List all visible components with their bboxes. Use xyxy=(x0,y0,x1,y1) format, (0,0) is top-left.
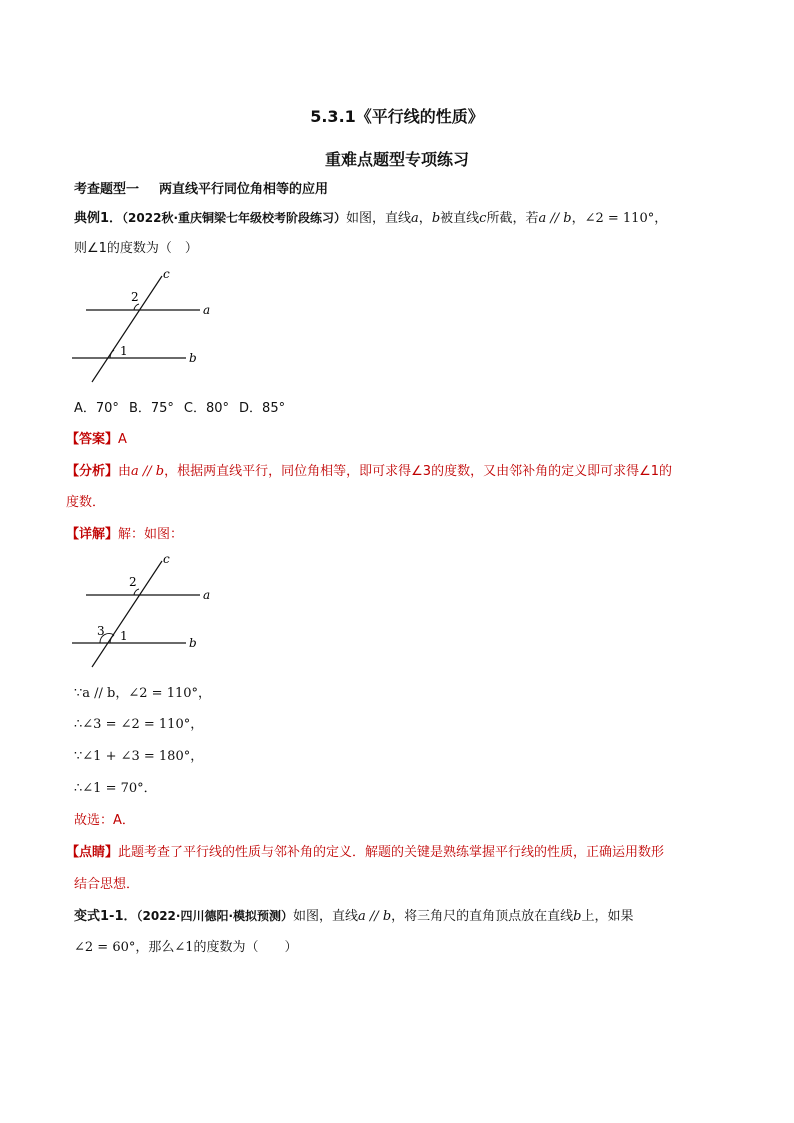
solution-step2: ∴∠3 = ∠2 = 110°， xyxy=(74,717,204,732)
var-c: c xyxy=(479,211,487,226)
section-heading xyxy=(74,181,328,199)
label-angle2: 2 xyxy=(129,575,137,589)
example1-source: （2022秋·重庆铜梁七年级校考阶段练习） xyxy=(122,211,347,225)
comment-line xyxy=(66,844,664,862)
variant-parallel: a // b xyxy=(358,909,392,924)
variant-text-a: 如图，直线 xyxy=(293,909,359,924)
analysis-text-pre: 由 xyxy=(118,464,132,479)
label-a: a xyxy=(203,303,211,317)
label-b: b xyxy=(189,351,197,365)
comment-line2: 结合思想． xyxy=(74,877,140,892)
variant-label: 变式1-1． xyxy=(74,909,137,924)
detail-text: 解：如图： xyxy=(118,527,184,542)
angle2-arc xyxy=(134,304,139,310)
solution-step3: ∵∠1 + ∠3 = 180°， xyxy=(74,749,204,764)
variant-question xyxy=(74,907,634,926)
example1-question-line2: 则∠1的度数为（ ） xyxy=(74,241,198,256)
angle1-arc xyxy=(110,350,114,358)
example1-question: 典例1．（2022秋·重庆铜梁七年级校考阶段练习）如图，直线a，b被直线c所截，若a // b，∠2 = 110°， xyxy=(74,211,668,226)
label-a: a xyxy=(203,588,211,602)
angle2-arc xyxy=(134,589,139,595)
analysis-line xyxy=(66,463,672,481)
analysis-parallel: a // b xyxy=(131,464,165,479)
analysis-tag: 【分析】 xyxy=(66,464,119,479)
page-subtitle: 重难点题型专项练习 xyxy=(324,150,469,169)
section-heading-label: 考查题型一 xyxy=(74,182,140,197)
analysis-line2: 度数． xyxy=(66,495,106,510)
answer-line xyxy=(66,431,127,449)
option-b: B．75° xyxy=(128,401,174,416)
var-a: a xyxy=(411,211,419,226)
figure2-parallel-lines xyxy=(70,553,220,671)
variant-source: （2022·四川德阳·模拟预测） xyxy=(136,909,294,923)
section-heading-topic: 两直线平行同位角相等的应用 xyxy=(159,182,329,197)
label-angle1: 1 xyxy=(120,344,128,358)
page-title: 5.3.1《平行线的性质》 xyxy=(310,107,484,126)
option-c: C．80° xyxy=(183,401,230,416)
example1-options xyxy=(74,400,285,418)
solution-step4: ∴∠1 = 70°． xyxy=(74,781,157,796)
label-angle2: 2 xyxy=(131,290,139,304)
example1-label: 典例1． xyxy=(74,211,123,226)
solution-step1: ∵a // b，∠2 = 110°， xyxy=(74,686,212,701)
angle-given: ∠2 = 110° xyxy=(584,211,655,226)
option-a: A．70° xyxy=(74,401,119,416)
angle1-arc xyxy=(110,635,114,643)
comment-tag: 【点睛】 xyxy=(66,845,119,860)
variant-line2: ∠2 = 60°，那么∠1的度数为（ ） xyxy=(74,940,298,955)
variant-text-c: 上，如果 xyxy=(581,909,634,924)
example1-text-c: 所截，若 xyxy=(486,211,539,226)
sep: ， xyxy=(418,211,432,226)
line-c xyxy=(92,561,162,667)
cond-parallel: a // b xyxy=(538,211,572,226)
figure1-parallel-lines xyxy=(70,268,220,386)
variant-text-b: ，将三角尺的直角顶点放在直线 xyxy=(391,909,574,924)
detail-tag: 【详解】 xyxy=(66,527,119,542)
label-angle3: 3 xyxy=(97,624,105,638)
line-c xyxy=(92,276,162,382)
var-b: b xyxy=(431,211,441,226)
example1-text-a: 如图，直线 xyxy=(346,211,412,226)
answer-tag: 【答案】 xyxy=(66,432,119,447)
variant-var-b: b xyxy=(573,909,582,924)
label-c: c xyxy=(163,553,170,566)
solution-choose: 故选：A． xyxy=(74,813,135,828)
example1-text-b: 被直线 xyxy=(440,211,480,226)
comment-text: 此题考查了平行线的性质与邻补角的定义．解题的关键是熟练掌握平行线的性质，正确运用数形 xyxy=(118,845,665,860)
label-b: b xyxy=(189,636,197,650)
label-angle1: 1 xyxy=(120,629,128,643)
label-c: c xyxy=(163,268,170,281)
answer-value: A xyxy=(118,432,127,447)
option-d: D．85° xyxy=(239,401,286,416)
analysis-text-main: ，根据两直线平行，同位角相等，即可求得∠3的度数，又由邻补角的定义即可求得∠1的 xyxy=(164,464,672,479)
detail-line xyxy=(66,526,183,544)
